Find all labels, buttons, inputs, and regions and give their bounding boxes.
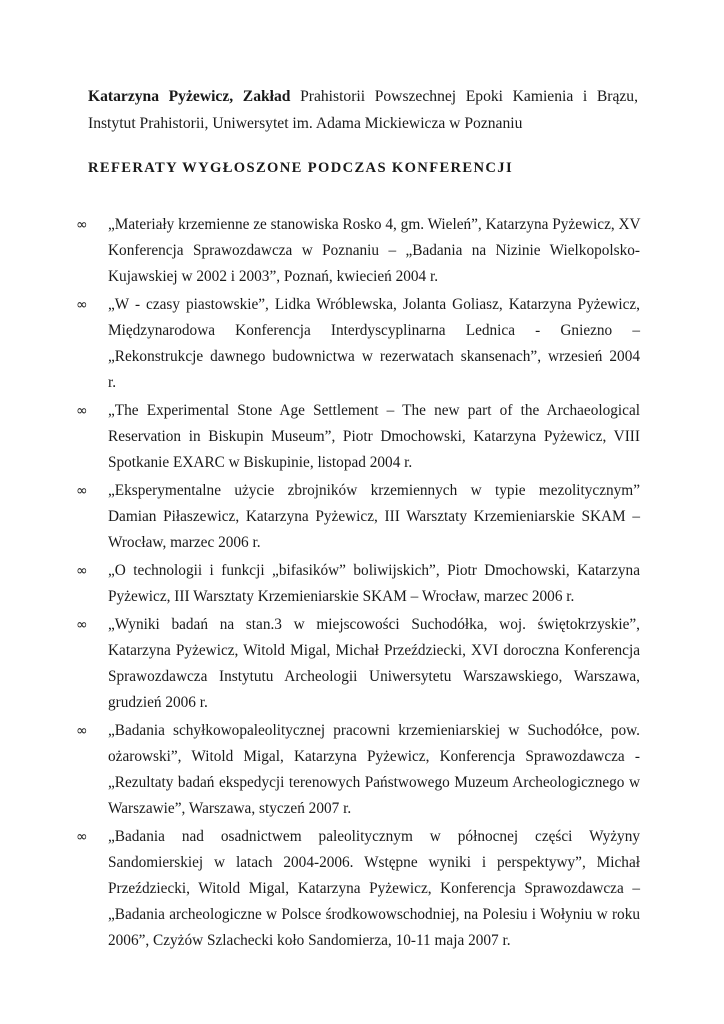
list-item-text-line: „The Experimental Stone Age Settlement – The new part of the Archaeological (108, 402, 640, 419)
list-item (70, 718, 640, 822)
list-item-text-line: „Wyniki badań na stan.3 w miejscowości Suchodółka, woj. świętokrzyskie”, (108, 616, 640, 633)
list-item-text-line: „Rezultaty badań ekspedycji terenowych Państwowego Muzeum Archeologicznego w (108, 774, 640, 791)
list-item-text-line: Warszawie”, Warszawa, styczeń 2007 r. (108, 800, 352, 817)
infinity-bullet-icon: ∞ (76, 297, 88, 313)
list-item (70, 212, 640, 290)
infinity-bullet-icon: ∞ (76, 829, 88, 845)
list-item-text-line: „Badania schyłkowopaleolitycznej pracowni krzemieniarskiej w Suchodółce, pow. (108, 722, 640, 739)
list-item (70, 478, 640, 556)
list-item-text-line: Kujawskiej w 2002 i 2003”, Poznań, kwiecień 2004 r. (108, 268, 439, 285)
list-item-text-line: „Badania archeologiczne w Polsce środkowowschodniej, na Polesiu i Wołyniu w roku (108, 906, 640, 923)
list-item-text-line: Reservation in Biskupin Museum”, Piotr Dmochowski, Katarzyna Pyżewicz, VIII (108, 428, 640, 445)
list-item-text-line: Spotkanie EXARC w Biskupinie, listopad 2004 r. (108, 454, 413, 471)
list-item-text-line: Konferencja Sprawozdawcza w Poznaniu – „Badania na Nizinie Wielkopolsko- (108, 242, 640, 259)
list-item-text-line: Przeździecki, Witold Migal, Katarzyna Pyżewicz, Konferencja Sprawozdawcza – (108, 880, 640, 897)
list-item-text-line: „Rekonstrukcje dawnego budownictwa w rezerwatach skansenach”, wrzesień 2004 (108, 348, 640, 365)
list-item-text-line: ożarowski”, Witold Migal, Katarzyna Pyżewicz, Konferencja Sprawozdawcza - (108, 748, 640, 765)
infinity-bullet-icon: ∞ (76, 483, 88, 499)
list-item-text-line: Międzynarodowa Konferencja Interdyscyplinarna Lednica - Gniezno – (108, 322, 640, 339)
infinity-bullet-icon: ∞ (76, 563, 88, 579)
infinity-bullet-icon: ∞ (76, 403, 88, 419)
section-title: REFERATY WYGŁOSZONE PODCZAS KONFERENCJI (88, 160, 513, 176)
list-item (70, 398, 640, 476)
list-item-text-line: Damian Piłaszewicz, Katarzyna Pyżewicz, III Warsztaty Krzemieniarskie SKAM – (108, 508, 640, 525)
list-item (70, 612, 640, 716)
list-item-text-line: „Badania nad osadnictwem paleolitycznym w północnej części Wyżyny (108, 828, 640, 845)
affiliation-text: Prahistorii Powszechnej Epoki Kamienia i Brązu, Instytut Prahistorii, Uniwersytet im. Adama Mickiewicza w Poznaniu (88, 88, 638, 132)
list-item-text-line: r. (108, 374, 117, 391)
infinity-bullet-icon: ∞ (76, 617, 88, 633)
list-item-text-line: Wrocław, marzec 2006 r. (108, 534, 261, 551)
list-item (70, 558, 640, 610)
list-item-text-line: „O technologii i funkcji „bifasików” boliwijskich”, Piotr Dmochowski, Katarzyna (108, 562, 640, 579)
author-name: Katarzyna Pyżewicz, Zakład (88, 88, 291, 105)
list-item-text-line: „W - czasy piastowskie”, Lidka Wróblewska, Jolanta Goliasz, Katarzyna Pyżewicz, (108, 296, 640, 313)
list-item-text-line: Katarzyna Pyżewicz, Witold Migal, Michał Przeździecki, XVI doroczna Konferencja (108, 642, 640, 659)
list-item-text-line: „Materiały krzemienne ze stanowiska Rosko 4, gm. Wieleń”, Katarzyna Pyżewicz, XV (108, 216, 641, 233)
list-item-text-line: Sprawozdawcza Instytutu Archeologii Uniwersytetu Warszawskiego, Warszawa, (108, 668, 640, 685)
list-item-text-line: grudzień 2006 r. (108, 694, 208, 711)
conference-list (70, 212, 640, 956)
list-item-text-line: 2006”, Czyżów Szlachecki koło Sandomierza, 10-11 maja 2007 r. (108, 932, 511, 949)
list-item-text-line: Pyżewicz, III Warsztaty Krzemieniarskie SKAM – Wrocław, marzec 2006 r. (108, 588, 575, 605)
list-item-text-line: „Eksperymentalne użycie zbrojników krzemiennych w typie mezolitycznym” (108, 482, 640, 499)
infinity-bullet-icon: ∞ (76, 723, 88, 739)
list-item (70, 292, 640, 396)
list-item (70, 824, 640, 954)
list-item-text-line: Sandomierskiej w latach 2004-2006. Wstępne wyniki i perspektywy”, Michał (108, 854, 640, 871)
author-affiliation (88, 84, 638, 137)
infinity-bullet-icon: ∞ (76, 217, 88, 233)
